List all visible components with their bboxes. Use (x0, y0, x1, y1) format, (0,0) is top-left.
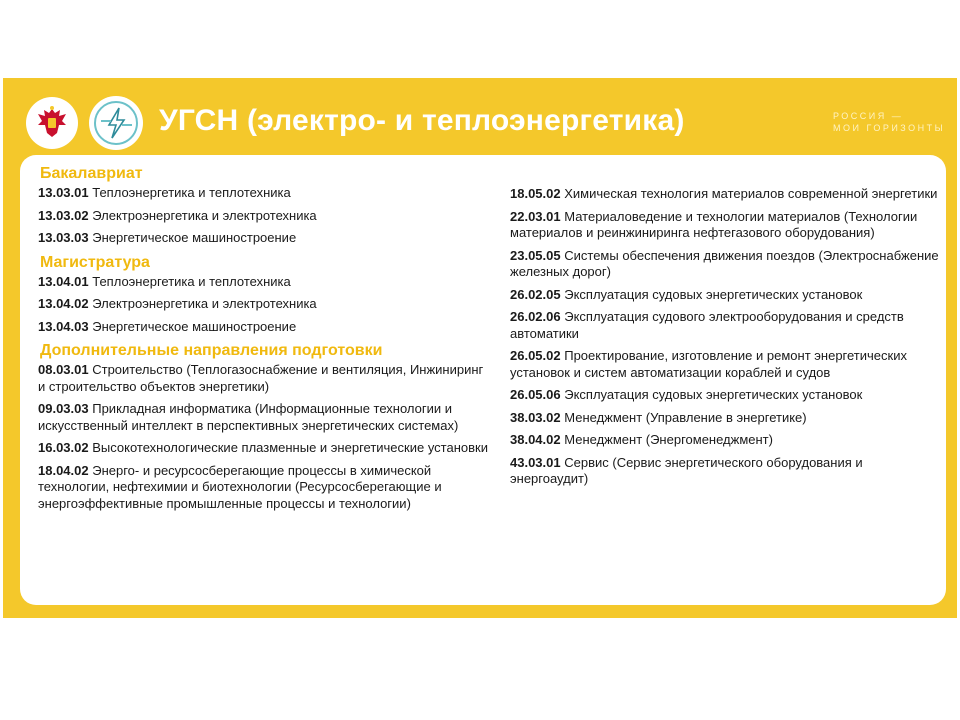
section-heading-extra: Дополнительные направления подготовки (40, 342, 383, 359)
list-item (38, 296, 494, 313)
item-code: 18.04.02 (38, 462, 89, 478)
item-code: 26.02.05 (510, 286, 561, 302)
item-code: 23.05.05 (510, 247, 561, 263)
item-text: Проектирование, изготовление и ремонт энергетических установок и систем автоматизации кораблей и судов (510, 348, 907, 380)
left-column (38, 164, 494, 518)
list-item (38, 440, 494, 457)
list-item (510, 186, 940, 203)
item-text: Теплоэнергетика и теплотехника (92, 185, 291, 200)
item-text: Прикладная информатика (Информационные технологии и искусственный интеллект в перспективных энергетических системах) (38, 401, 459, 433)
item-code: 13.04.02 (38, 296, 89, 311)
list-item (510, 248, 940, 281)
item-text: Менеджмент (Управление в энергетике) (564, 409, 807, 425)
list-item (510, 348, 940, 381)
item-code: 43.03.01 (510, 454, 561, 470)
bachelor-list (38, 185, 494, 247)
item-text: Эксплуатация судовых энергетических установок (564, 286, 863, 302)
item-text: Энергетическое машиностроение (92, 230, 297, 245)
item-code: 13.04.03 (38, 318, 89, 334)
item-text: Строительство (Теплогазоснабжение и вентиляция, Инжиниринг и строительство объектов энергетики) (38, 362, 484, 394)
item-text: Высокотехнологические плазменные и энергетические установки (92, 440, 488, 455)
list-item (510, 387, 940, 404)
page-title: УГСН (электро- и теплоэнергетика) (159, 104, 685, 137)
item-code: 38.04.02 (510, 432, 561, 447)
item-text: Электроэнергетика и электротехника (92, 207, 317, 223)
item-text: Химическая технология материалов современной энергетики (564, 186, 938, 201)
item-code: 08.03.01 (38, 362, 89, 377)
list-item (38, 185, 494, 202)
item-code: 09.03.03 (38, 401, 89, 416)
extra-list (38, 362, 494, 512)
list-item (38, 319, 494, 336)
list-item (38, 230, 494, 247)
item-text: Эксплуатация судового электрооборудования и средств автоматики (510, 309, 904, 341)
eagle-icon (32, 103, 72, 143)
list-item (38, 274, 494, 291)
list-item (510, 209, 940, 242)
item-code: 13.03.01 (38, 185, 89, 200)
right-column (510, 186, 940, 494)
item-text: Электроэнергетика и электротехника (92, 296, 317, 311)
energy-logo (89, 96, 143, 150)
list-item (510, 287, 940, 304)
item-code: 26.05.02 (510, 348, 561, 363)
item-text: Системы обеспечения движения поездов (Электроснабжение железных дорог) (510, 247, 939, 279)
list-item (38, 463, 494, 513)
item-text: Материаловедение и технологии материалов (Технологии материалов и реинжиниринга нефтегазового оборудования) (510, 208, 918, 240)
item-code: 13.03.03 (38, 230, 89, 245)
list-item (38, 362, 494, 395)
item-code: 13.04.01 (38, 273, 89, 289)
item-code: 38.03.02 (510, 409, 561, 425)
item-text: Энерго- и ресурсосберегающие процессы в химической технологии, нефтехимии и биотехнологии (Ресурсосберегающие и энергоэффективные промышленные процессы и технологии) (38, 462, 442, 511)
list-item (38, 208, 494, 225)
item-text: Менеджмент (Энергоменеджмент) (564, 432, 773, 447)
list-item (510, 432, 940, 449)
item-text: Сервис (Сервис энергетического оборудования и энергоаудит) (510, 454, 863, 486)
brand-text: РОССИЯ — МОИ ГОРИЗОНТЫ (833, 111, 946, 133)
list-item (510, 309, 940, 342)
item-code: 16.03.02 (38, 440, 89, 455)
coat-of-arms-logo (26, 97, 78, 149)
item-code: 22.03.01 (510, 208, 561, 224)
section-heading-bachelor: Бакалавриат (40, 165, 143, 182)
section-heading-master: Магистратура (40, 253, 150, 271)
item-text: Теплоэнергетика и теплотехника (92, 273, 291, 289)
item-code: 26.02.06 (510, 309, 561, 324)
list-item (38, 401, 494, 434)
item-code: 13.03.02 (38, 207, 89, 223)
list-item (510, 410, 940, 427)
energy-emblem-icon (93, 100, 139, 146)
item-text: Эксплуатация судовых энергетических установок (564, 387, 863, 402)
list-item (510, 455, 940, 488)
master-list (38, 274, 494, 336)
item-text: Энергетическое машиностроение (92, 318, 297, 334)
item-code: 26.05.06 (510, 387, 561, 402)
item-code: 18.05.02 (510, 186, 561, 201)
